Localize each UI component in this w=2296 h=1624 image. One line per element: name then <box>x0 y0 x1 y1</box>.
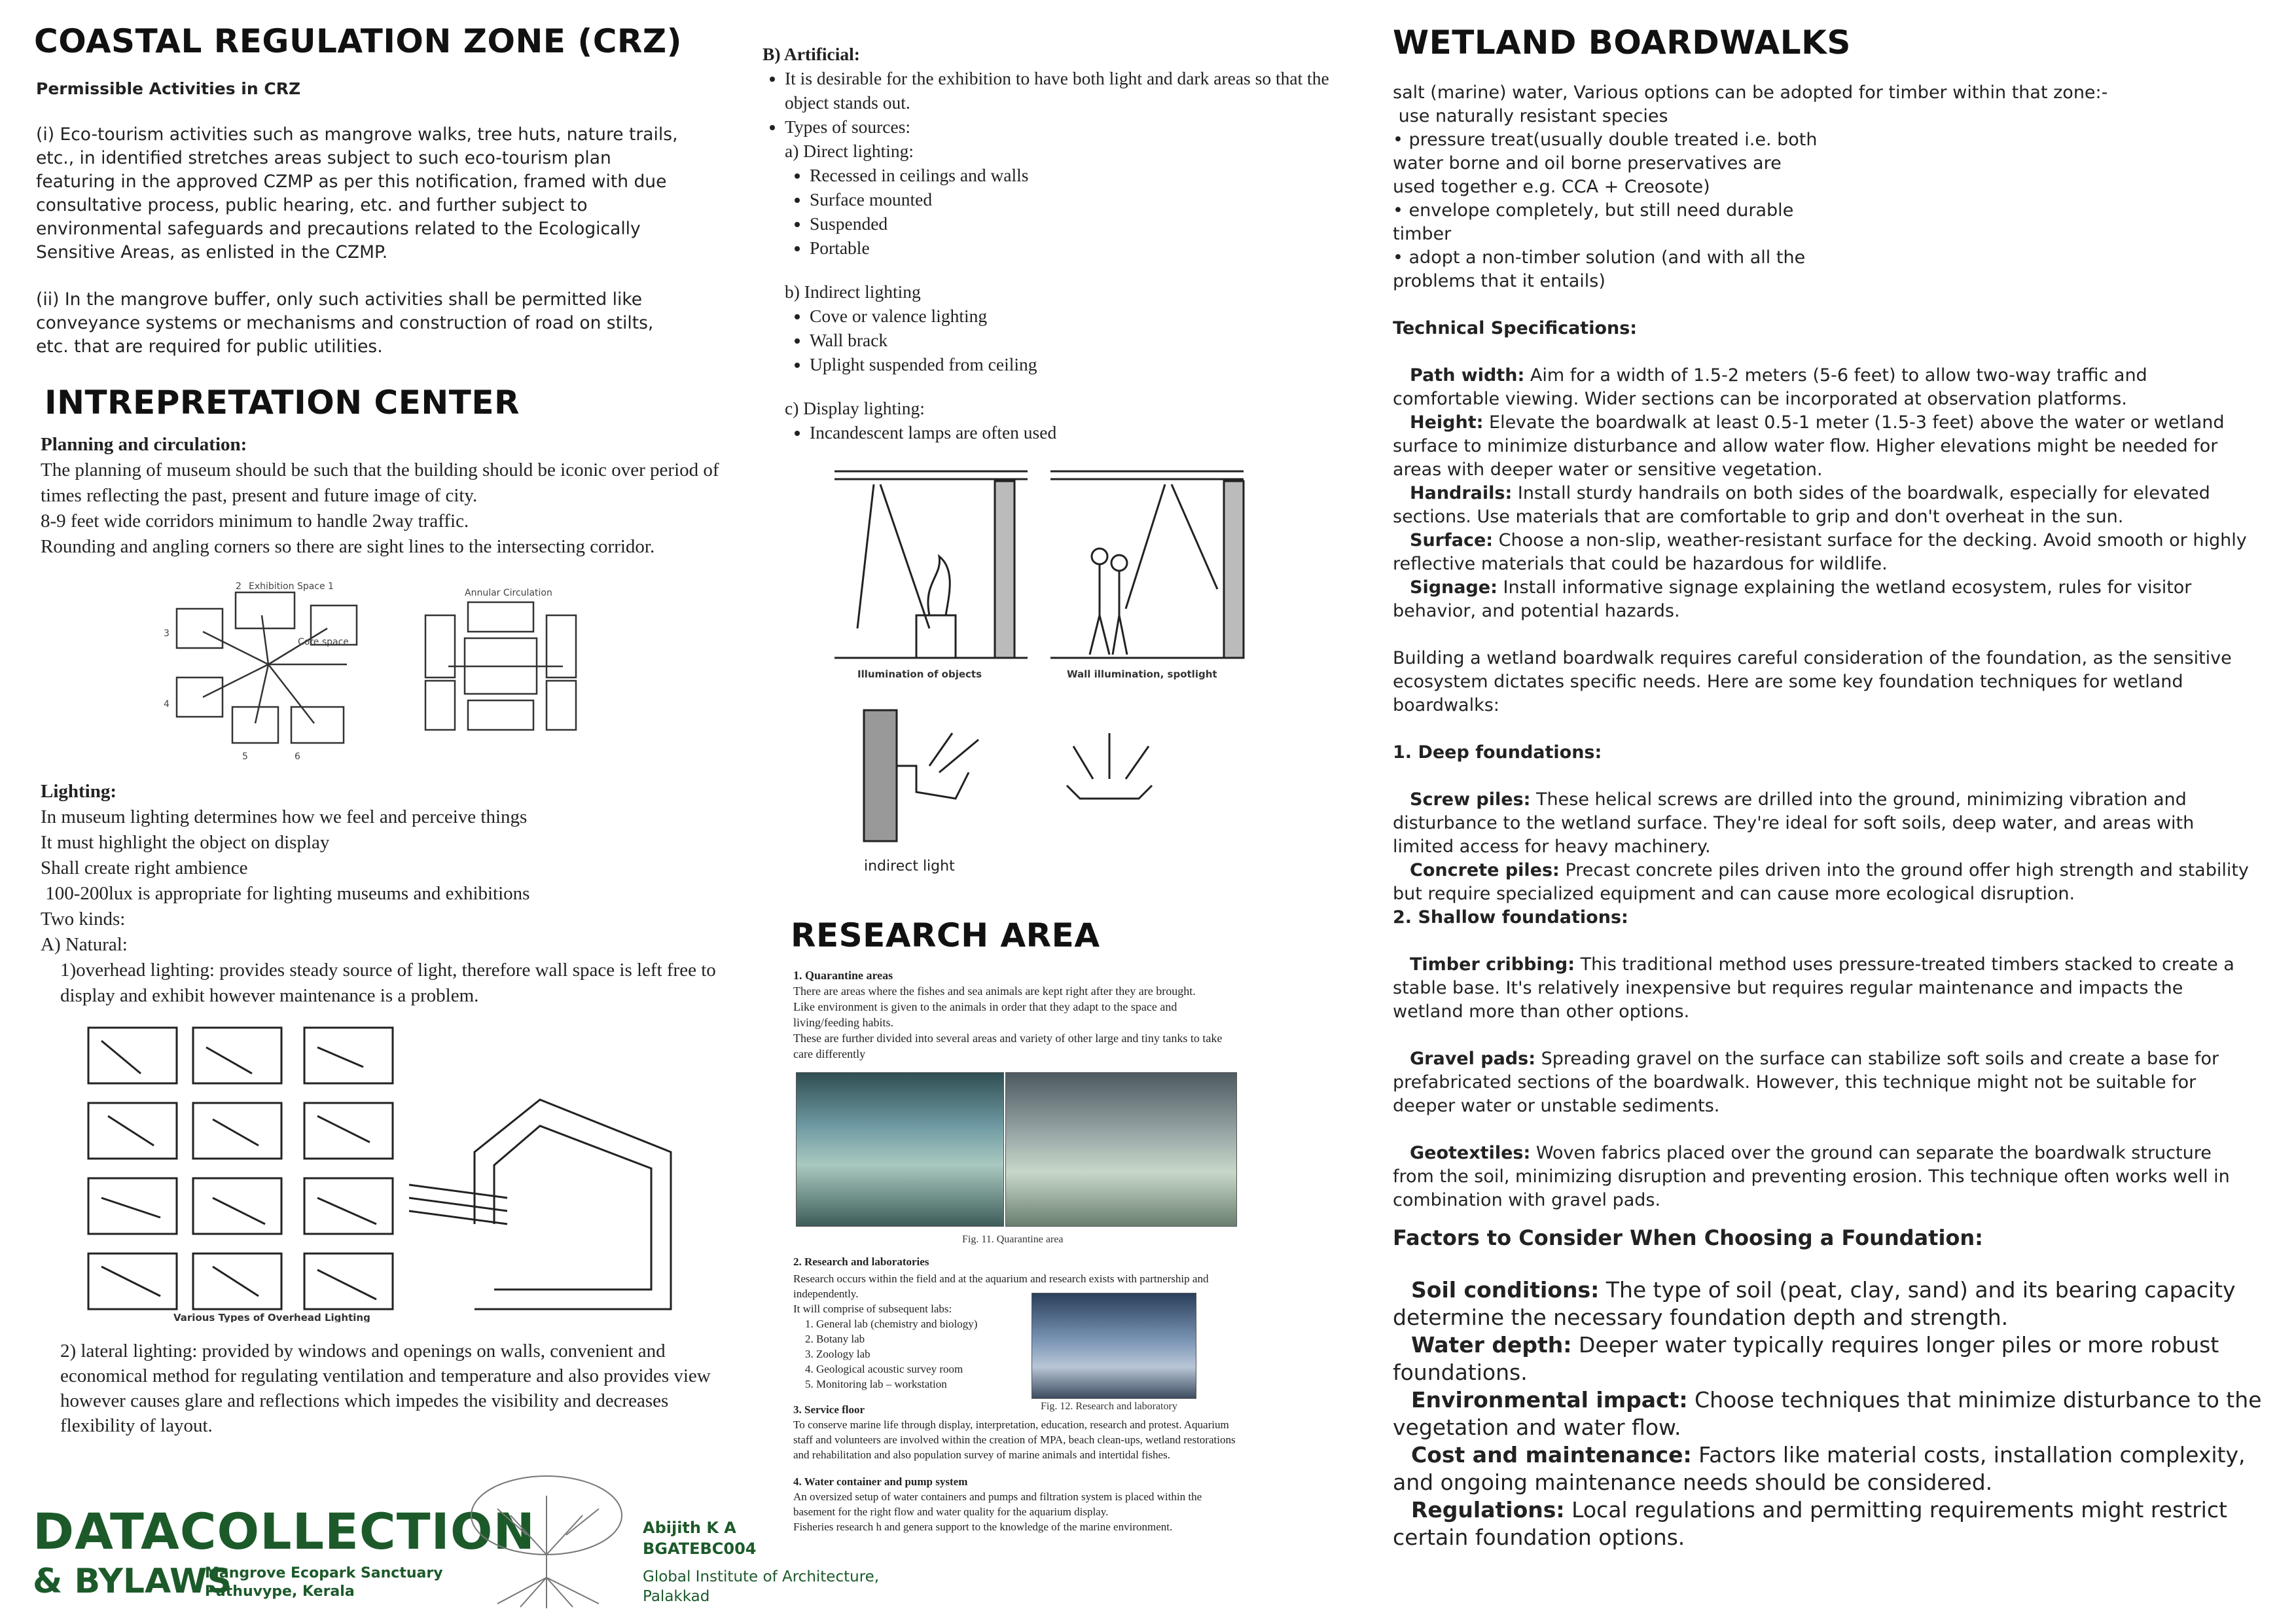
quarantine-line: Like environment is given to the animals in order that they adapt to the space and living/feeding habits. <box>793 1000 1177 1029</box>
service-text: To conserve marine life through display, interpretation, education, research and protest. Aquarium staff and volunteers are involved within the creation of MPA, beach clean-ups, wetland restorations and rehabilitation and also population survey of marine animals and intertidal fishes. <box>793 1418 1236 1461</box>
indirect-item: • Cove or valence lighting <box>810 304 1338 328</box>
core-space-diagram <box>177 592 357 743</box>
diagram-label-6: 6 <box>295 751 300 762</box>
shallow-foundations-heading: 2. Shallow foundations: <box>1393 907 1628 928</box>
display-lighting-heading: c) Display lighting: <box>785 398 925 418</box>
foundation-text: These helical screws are drilled into the ground, minimizing vibration and disturbance to the wetland surface. They're ideal for soft soils, deep water, and areas with limited access for heavy machinery. <box>1393 789 2195 857</box>
direct-lighting-heading: a) Direct lighting: <box>785 141 914 161</box>
spec-text: Install sturdy handrails on both sides of the boardwalk, especially for elevated sections. Use materials that are comfortable to grip and don't overheat in the sun. <box>1393 483 2210 527</box>
crz-subtitle: Permissible Activities in CRZ <box>36 79 301 98</box>
lighting-line: In museum lighting determines how we feel and perceive things <box>41 806 528 827</box>
factor-label: Regulations: <box>1411 1497 1565 1523</box>
wetland-intro-line: • adopt a non-timber solution (and with all the <box>1393 247 1806 268</box>
direct-item: • Recessed in ceilings and walls <box>810 163 1338 187</box>
student-name: Abijith K A <box>643 1519 736 1537</box>
wetland-intro-line: • envelope completely, but still need durable <box>1393 200 1794 221</box>
overhead-lighting-sketches <box>82 1021 691 1322</box>
diagram-label-2: 2 <box>236 581 242 592</box>
foundation-text: Woven fabrics placed over the ground can separate the boardwalk structure from the soil, minimizing disruption and preventing erosion. This technique often works well in combination with gravel pads. <box>1393 1143 2230 1210</box>
factors-section <box>1393 1225 2283 1551</box>
factor-label: Cost and maintenance: <box>1411 1442 1692 1468</box>
indirect-item: • Wall brack <box>810 328 1338 352</box>
direct-item: • Surface mounted <box>810 187 1338 211</box>
lighting-illustrations <box>831 458 1250 884</box>
spec-text: Choose a non-slip, weather-resistant surface for the decking. Avoid smooth or highly reflective materials that could be hazardous for wildlife. <box>1393 530 2247 574</box>
artificial-lighting-section <box>762 42 1338 444</box>
planning-line: 8-9 feet wide corridors minimum to handle 2way traffic. <box>41 511 469 532</box>
crz-para-1: (i) Eco-tourism activities such as mangrove walks, tree huts, nature trails, etc., in identified stretches areas subject to such eco-tourism plan featuring in the approved CZMP as per this notification, framed with due consultative process, public hearing, etc. and further subject to environmental safeguards and precautions related to the Ecologically Sensitive Areas, as enlisted in the CZMP. <box>36 124 678 262</box>
spec-item <box>1393 482 2257 529</box>
research-labs-section <box>793 1254 1029 1269</box>
diagram-label-annular: Annular Circulation <box>465 588 552 598</box>
diagram-label-core: Core space <box>298 637 349 647</box>
water-text-2: Fisheries research h and genera support to the knowledge of the marine environment. <box>793 1521 1173 1533</box>
annular-circulation-diagram <box>425 602 576 730</box>
lighting-section <box>41 779 721 1009</box>
lighting-heading: Lighting: <box>41 781 117 802</box>
footer-subtitle: & BYLAWS <box>33 1562 232 1601</box>
wetland-section <box>1393 81 2257 1212</box>
planning-line: Rounding and angling corners so there are sight lines to the intersecting corridor. <box>41 536 655 557</box>
overhead-lighting-text: 1)overhead lighting: provides steady source of light, therefore wall space is left free to display and exhibit however maintenance is a problem. <box>60 960 716 1006</box>
research-line: It will comprise of subsequent labs: <box>793 1303 952 1315</box>
planning-section <box>41 432 721 560</box>
wetland-intro-line: timber <box>1393 224 1452 244</box>
display-item: • Incandescent lamps are often used <box>810 420 1338 444</box>
fig-caption-illumination: Illumination of objects <box>857 668 982 680</box>
research-line: Research occurs within the field and at the aquarium and research exists with partnership and independently. <box>793 1272 1209 1300</box>
college-name: Global Institute of Architecture, <box>643 1568 880 1585</box>
research-title: RESEARCH AREA <box>791 916 1100 954</box>
deep-foundations-heading: 1. Deep foundations: <box>1393 742 1602 763</box>
lab-item: 2. Botany lab <box>805 1333 865 1345</box>
lighting-line: 100-200lux is appropriate for lighting museums and exhibitions <box>41 883 530 904</box>
foundation-item <box>1393 1047 2257 1118</box>
interpretation-title: INTREPRETATION CENTER <box>45 384 520 422</box>
quarantine-photo-1 <box>796 1072 1004 1227</box>
foundation-item <box>1393 788 2257 859</box>
factors-heading: Factors to Consider When Choosing a Foundation: <box>1393 1225 1983 1250</box>
mangrove-tree-icon <box>458 1470 635 1610</box>
diagram-label-3: 3 <box>164 628 170 639</box>
factor-item <box>1393 1496 2283 1551</box>
college-location: Palakkad <box>643 1588 710 1605</box>
foundation-item <box>1393 859 2257 906</box>
planning-line: The planning of museum should be such that the building should be iconic over period of times reflecting the past, present and future image of city. <box>41 460 719 506</box>
lab-item: 4. Geological acoustic survey room <box>805 1363 963 1375</box>
lighting-line: Two kinds: <box>41 909 126 929</box>
crz-title: COASTAL REGULATION ZONE (CRZ) <box>34 22 683 60</box>
lab-item: 3. Zoology lab <box>805 1348 870 1360</box>
crz-section <box>36 77 684 382</box>
factor-label: Soil conditions: <box>1411 1277 1600 1303</box>
foundation-label: Timber cribbing: <box>1410 954 1575 975</box>
wetland-intro-line: problems that it entails) <box>1393 271 1605 291</box>
spec-label: Signage: <box>1410 577 1498 598</box>
foundation-text: This traditional method uses pressure-treated timbers stacked to create a stable base. It's relatively inexpensive but requires regular maintenance and impacts the wetland more than other options. <box>1393 954 2234 1022</box>
wetland-intro-line: salt (marine) water, Various options can be adopted for timber within that zone:- <box>1393 82 2108 103</box>
foundation-text: Precast concrete piles driven into the ground offer high strength and stability but require specialized equipment and can cause more ecological disruption. <box>1393 860 2249 904</box>
lab-item: 1. General lab (chemistry and biology) <box>805 1318 978 1330</box>
project-name: Mangrove Ecopark Sanctuary <box>205 1565 443 1581</box>
artificial-bullet: • Types of sources: <box>785 115 1338 139</box>
fig12-caption: Fig. 12. Research and laboratory <box>1041 1401 1177 1412</box>
quarantine-line: These are further divided into several areas and variety of other large and tiny tanks to take care differently <box>793 1032 1223 1060</box>
lighting-line: A) Natural: <box>41 934 128 955</box>
spec-label: Handrails: <box>1410 483 1513 503</box>
wetland-intro-line: water borne and oil borne preservatives are <box>1393 153 1782 173</box>
spec-item <box>1393 411 2257 482</box>
wetland-intro-line: use naturally resistant species <box>1393 106 1668 126</box>
spec-item <box>1393 576 2257 623</box>
wetland-intro-line: used together e.g. CCA + Creosote) <box>1393 177 1710 197</box>
water-heading: 4. Water container and pump system <box>793 1475 968 1488</box>
quarantine-section <box>793 967 1238 1062</box>
student-id: BGATEBC004 <box>643 1540 757 1558</box>
wetland-title: WETLAND BOARDWALKS <box>1393 24 1851 62</box>
foundation-intro: Building a wetland boardwalk requires careful consideration of the foundation, as the sensitive ecosystem dictates specific needs. Here are some key foundation techniques for wetland boardwalks: <box>1393 648 2232 715</box>
foundation-text: Spreading gravel on the surface can stabilize soft soils and create a base for prefabricated sections of the boardwalk. However, this technique might not be suitable for deeper water or unstable sediments. <box>1393 1049 2219 1116</box>
indirect-item: • Uplight suspended from ceiling <box>810 352 1338 376</box>
factor-label: Water depth: <box>1411 1332 1572 1358</box>
quarantine-heading: 1. Quarantine areas <box>793 969 893 982</box>
foundation-item <box>1393 1142 2257 1212</box>
tech-spec-heading: Technical Specifications: <box>1393 318 1638 338</box>
wetland-intro-line: • pressure treat(usually double treated i.e. both <box>1393 130 1818 150</box>
service-heading: 3. Service floor <box>793 1403 865 1416</box>
factor-text: Deeper water typically requires longer piles or more robust foundations. <box>1393 1332 2219 1385</box>
factor-item <box>1393 1331 2283 1386</box>
fig-caption-wall: Wall illumination, spotlight <box>1067 668 1217 680</box>
artificial-heading: B) Artificial: <box>762 44 860 64</box>
fig-caption-indirect: indirect light <box>864 858 955 875</box>
spec-text: Elevate the boardwalk at least 0.5-1 meter (1.5-3 feet) above the water or wetland surface to minimize disturbance and allow water flow. Higher elevations might be needed for areas with deeper water or sensitive vegetation. <box>1393 412 2225 480</box>
quarantine-photo-2 <box>1005 1072 1237 1227</box>
footer-project <box>205 1564 443 1601</box>
diagram-label-exhibition: Exhibition Space 1 <box>249 581 334 592</box>
factor-item <box>1393 1386 2283 1441</box>
lab-item: 5. Monitoring lab – workstation <box>805 1378 947 1390</box>
spec-text: Install informative signage explaining the wetland ecosystem, rules for visitor behavior, and potential hazards. <box>1393 577 2192 621</box>
foundation-label: Geotextiles: <box>1410 1143 1531 1163</box>
footer-title: DATACOLLECTION <box>33 1502 536 1561</box>
quarantine-line: There are areas where the fishes and sea animals are kept right after they are brought. <box>793 984 1196 998</box>
service-floor-section <box>793 1402 1238 1534</box>
direct-item: • Suspended <box>810 211 1338 236</box>
direct-item: • Portable <box>810 236 1338 260</box>
water-text: An oversized setup of water containers and pumps and filtration system is placed within the basement for the right flow and water quality for the aquarium display. <box>793 1490 1202 1518</box>
factor-text: Local regulations and permitting requirements might restrict certain foundation options. <box>1393 1497 2227 1550</box>
lateral-lighting-text <box>60 1339 715 1438</box>
college-info <box>643 1567 879 1606</box>
foundation-label: Concrete piles: <box>1410 860 1560 880</box>
research-lab-photo <box>1031 1293 1196 1399</box>
artificial-bullet: • It is desirable for the exhibition to have both light and dark areas so that the object stands out. <box>785 66 1338 115</box>
fig11-caption: Fig. 11. Quarantine area <box>962 1234 1064 1245</box>
diagram-label-5: 5 <box>242 751 248 762</box>
foundation-label: Gravel pads: <box>1410 1049 1536 1069</box>
spec-label: Path width: <box>1410 365 1525 386</box>
planning-heading: Planning and circulation: <box>41 434 247 455</box>
spec-label: Height: <box>1410 412 1484 433</box>
factor-item <box>1393 1276 2283 1331</box>
foundation-item <box>1393 953 2257 1024</box>
factor-text: Factors like material costs, installation complexity, and ongoing maintenance needs should be considered. <box>1393 1442 2246 1495</box>
indirect-lighting-heading: b) Indirect lighting <box>785 281 921 302</box>
lateral-lighting-paragraph: 2) lateral lighting: provided by windows and openings on walls, convenient and economical method for regulating ventilation and temperature and also provides view however causes glare and reflections which impedes the visibility and decreases flexibility of layout. <box>60 1341 711 1436</box>
project-location: Puthuvype, Kerala <box>205 1583 355 1600</box>
foundation-label: Screw piles: <box>1410 789 1531 810</box>
spec-text: Aim for a width of 1.5-2 meters (5-6 feet) to allow two-way traffic and comfortable viewing. Wider sections can be incorporated at observation platforms. <box>1393 365 2147 409</box>
spec-item <box>1393 364 2257 411</box>
spec-label: Surface: <box>1410 530 1494 550</box>
spec-item <box>1393 529 2257 576</box>
factor-text: Choose techniques that minimize disturbance to the vegetation and water flow. <box>1393 1387 2262 1440</box>
lighting-line: It must highlight the object on display <box>41 832 330 853</box>
overhead-caption: Various Types of Overhead Lighting <box>173 1312 370 1322</box>
diagram-label-4: 4 <box>164 699 170 710</box>
circulation-diagram <box>157 576 615 766</box>
factor-label: Environmental impact: <box>1411 1387 1688 1413</box>
factor-item <box>1393 1441 2283 1496</box>
factor-text: The type of soil (peat, clay, sand) and its bearing capacity determine the necessary foundation depth and strength. <box>1393 1277 2236 1330</box>
crz-para-2: (ii) In the mangrove buffer, only such activities shall be permitted like conveyance systems or mechanisms and construction of road on stilts, etc. that are required for public utilities. <box>36 289 654 357</box>
student-info <box>643 1517 756 1559</box>
research-heading: 2. Research and laboratories <box>793 1255 929 1268</box>
lighting-line: Shall create right ambience <box>41 857 248 878</box>
